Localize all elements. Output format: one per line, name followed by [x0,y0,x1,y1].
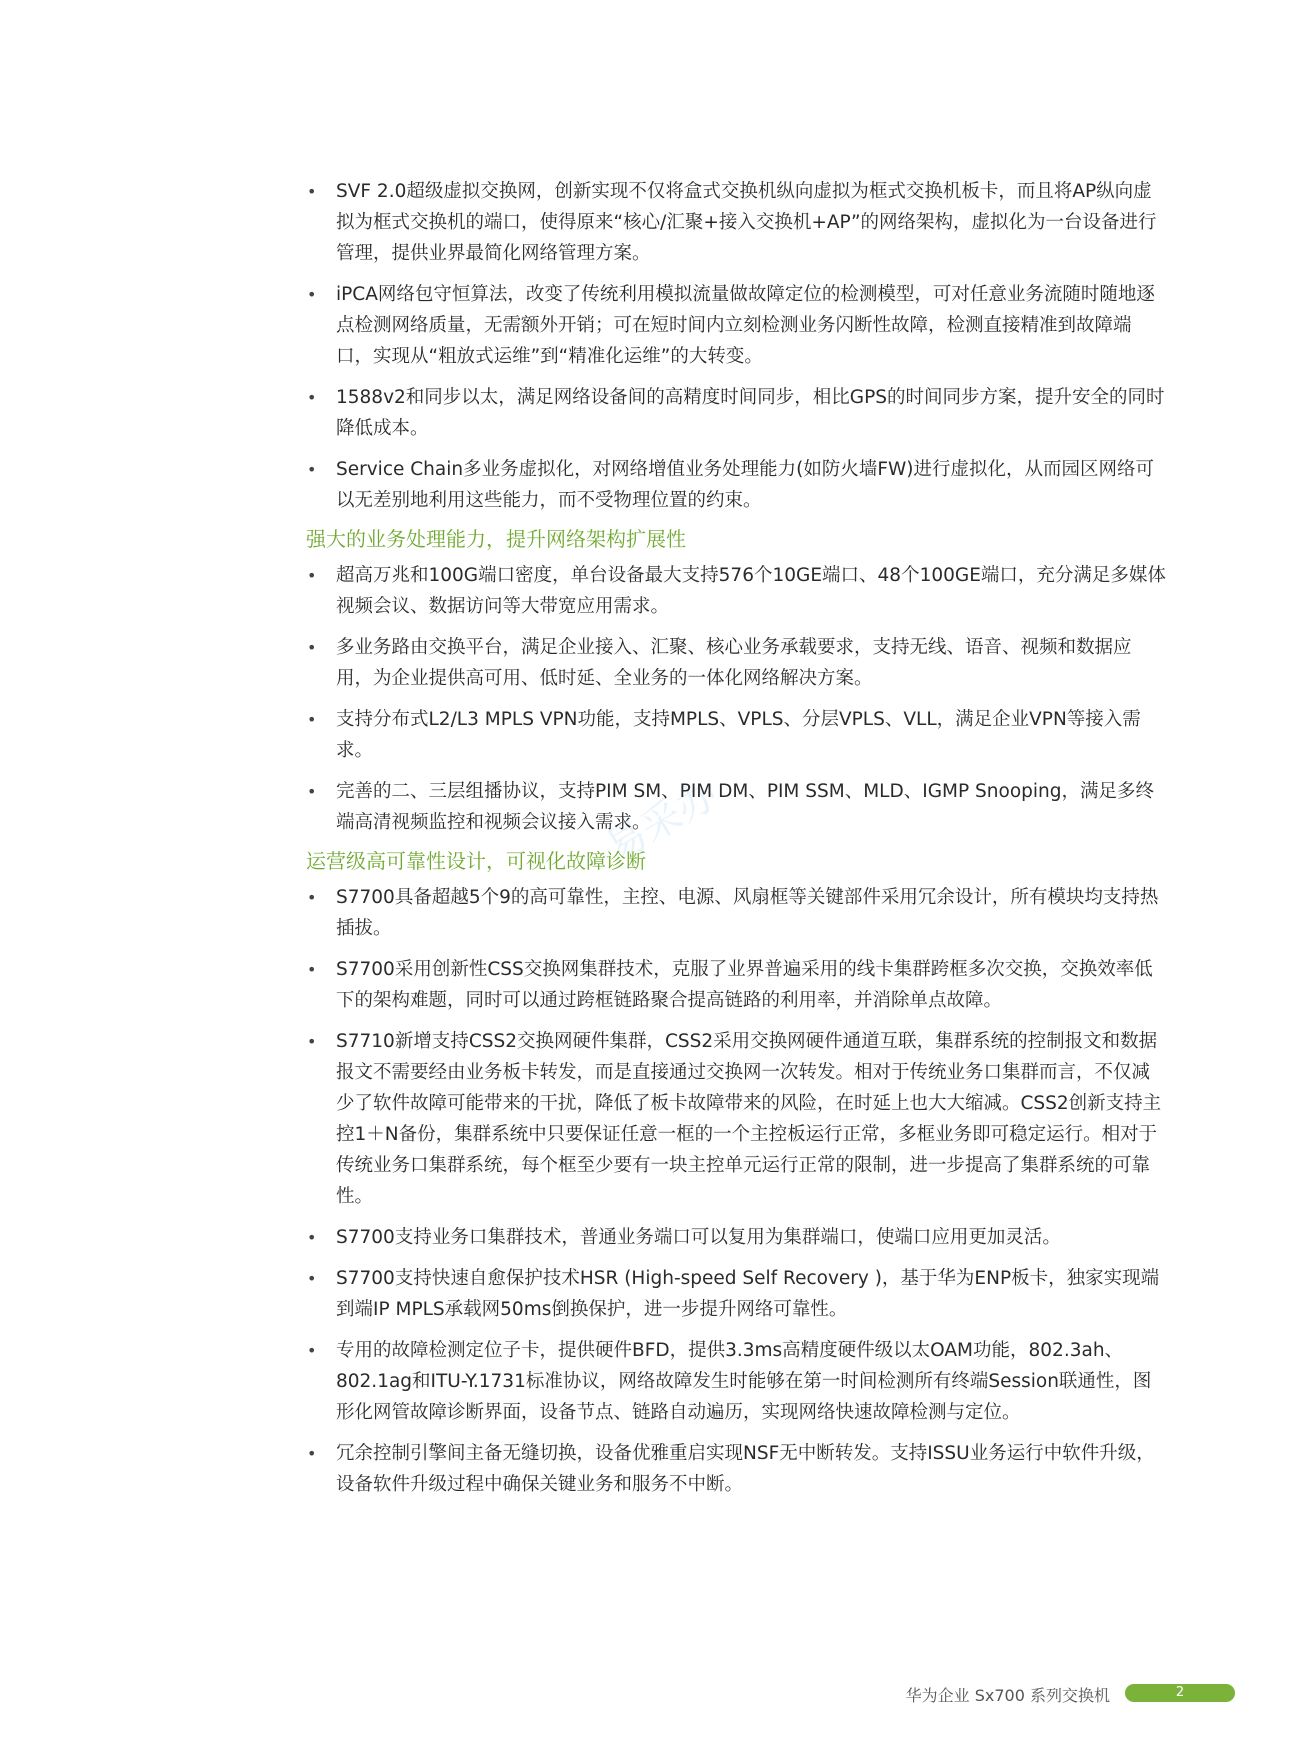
bullet-icon: • [307,1341,317,1360]
list-item [306,382,1166,444]
bullet-list-processing [306,560,1166,838]
page-number-badge: 2 [1125,1684,1235,1702]
list-item-text: 多业务路由交换平台，满足企业接入、汇聚、核心业务承载要求，支持无线、语音、视频和数据应用，为企业提供高可用、低时延、全业务的一体化网络解决方案。 [336,637,1132,689]
list-item [306,1335,1166,1428]
list-item [306,560,1166,622]
page-footer [900,1680,1240,1708]
bullet-icon: • [307,638,317,657]
bullet-list-intro [306,176,1166,516]
list-item-text: SVF 2.0超级虚拟交换网，创新实现不仅将盒式交换机纵向虚拟为框式交换机板卡，而且将AP纵向虚拟为框式交换机的端口，使得原来“核心/汇聚+接入交换机+AP”的网络架构，虚拟化为一台设备进行管理，提供业界最简化网络管理方案。 [336,181,1157,264]
section-heading-processing: 强大的业务处理能力，提升网络架构扩展性 [306,527,686,551]
bullet-icon: • [307,888,317,907]
list-item-text: S7700采用创新性CSS交换网集群技术，克服了业界普遍采用的线卡集群跨框多次交换，交换效率低下的架构难题，同时可以通过跨框链路聚合提高链路的利用率，并消除单点故障。 [336,959,1153,1011]
bullet-icon: • [307,1228,317,1247]
list-item [306,1263,1166,1325]
list-item [306,279,1166,372]
list-item-text: 专用的故障检测定位子卡，提供硬件BFD，提供3.3ms高精度硬件级以太OAM功能，802.3ah、802.1ag和ITU-Y.1731标准协议，网络故障发生时能够在第一时间检测所有终端Session联通性，图形化网管故障诊断界面，设备节点、链路自动遍历，实现网络快速故障检测与定位。 [336,1340,1152,1423]
watermark: 易采办 [598,771,726,872]
bullet-icon: • [307,388,317,407]
list-item-text: S7700支持业务口集群技术，普通业务端口可以复用为集群端口，使端口应用更加灵活。 [336,1227,1061,1248]
bullet-icon: • [307,182,317,201]
document-body [306,176,1166,1510]
bullet-icon: • [307,960,317,979]
bullet-icon: • [307,1269,317,1288]
list-item [306,882,1166,944]
list-item [306,1222,1166,1253]
list-item-text: 1588v2和同步以太，满足网络设备间的高精度时间同步，相比GPS的时间同步方案，提升安全的同时降低成本。 [336,387,1165,439]
list-item-text: 支持分布式L2/L3 MPLS VPN功能，支持MPLS、VPLS、分层VPLS、VLL，满足企业VPN等接入需求。 [336,709,1141,761]
bullet-icon: • [307,1032,317,1051]
list-item-text: Service Chain多业务虚拟化，对网络增值业务处理能力(如防火墙FW)进行虚拟化，从而园区网络可以无差别地利用这些能力，而不受物理位置的约束。 [336,459,1154,511]
footer-title: 华为企业 Sx700 系列交换机 [905,1686,1110,1705]
list-item [306,176,1166,269]
list-item [306,704,1166,766]
list-item [306,776,1166,838]
list-item [306,454,1166,516]
bullet-icon: • [307,1444,317,1463]
list-item [306,632,1166,694]
bullet-icon: • [307,285,317,304]
list-item-text: S7700具备超越5个9的高可靠性，主控、电源、风扇框等关键部件采用冗余设计，所有模块均支持热插拔。 [336,887,1159,939]
list-item-text: 超高万兆和100G端口密度，单台设备最大支持576个10GE端口、48个100GE端口，充分满足多媒体视频会议、数据访问等大带宽应用需求。 [336,565,1166,617]
list-item [306,1026,1166,1212]
list-item-text: 完善的二、三层组播协议，支持PIM SM、PIM DM、PIM SSM、MLD、IGMP Snooping，满足多终端高清视频监控和视频会议接入需求。 [336,781,1154,833]
list-item-text: iPCA网络包守恒算法，改变了传统利用模拟流量做故障定位的检测模型，可对任意业务流随时随地逐点检测网络质量，无需额外开销；可在短时间内立刻检测业务闪断性故障，检测直接精准到故障端口，实现从“粗放式运维”到“精准化运维”的大转变。 [336,284,1155,367]
list-item [306,1438,1166,1500]
bullet-icon: • [307,710,317,729]
bullet-icon: • [307,566,317,585]
list-item-text: S7700支持快速自愈保护技术HSR (High-speed Self Recovery )，基于华为ENP板卡，独家实现端到端IP MPLS承载网50ms倒换保护，进一步提升网络可靠性。 [336,1268,1160,1320]
bullet-icon: • [307,460,317,479]
list-item [306,954,1166,1016]
list-item-text: 冗余控制引擎间主备无缝切换，设备优雅重启实现NSF无中断转发。支持ISSU业务运行中软件升级，设备软件升级过程中确保关键业务和服务不中断。 [336,1443,1155,1495]
list-item-text: S7710新增支持CSS2交换网硬件集群，CSS2采用交换网硬件通道互联，集群系统的控制报文和数据报文不需要经由业务板卡转发，而是直接通过交换网一次转发。相对于传统业务口集群而言，不仅减少了软件故障可能带来的干扰，降低了板卡故障带来的风险，在时延上也大大缩减。CSS2创新支持主控1＋N备份，集群系统中只要保证任意一框的一个主控板运行正常，多框业务即可稳定运行。相对于传统业务口集群系统，每个框至少要有一块主控单元运行正常的限制，进一步提高了集群系统的可靠性。 [336,1031,1162,1207]
section-heading-reliability: 运营级高可靠性设计，可视化故障诊断 [306,849,646,873]
bullet-icon: • [307,782,317,801]
bullet-list-reliability [306,882,1166,1500]
